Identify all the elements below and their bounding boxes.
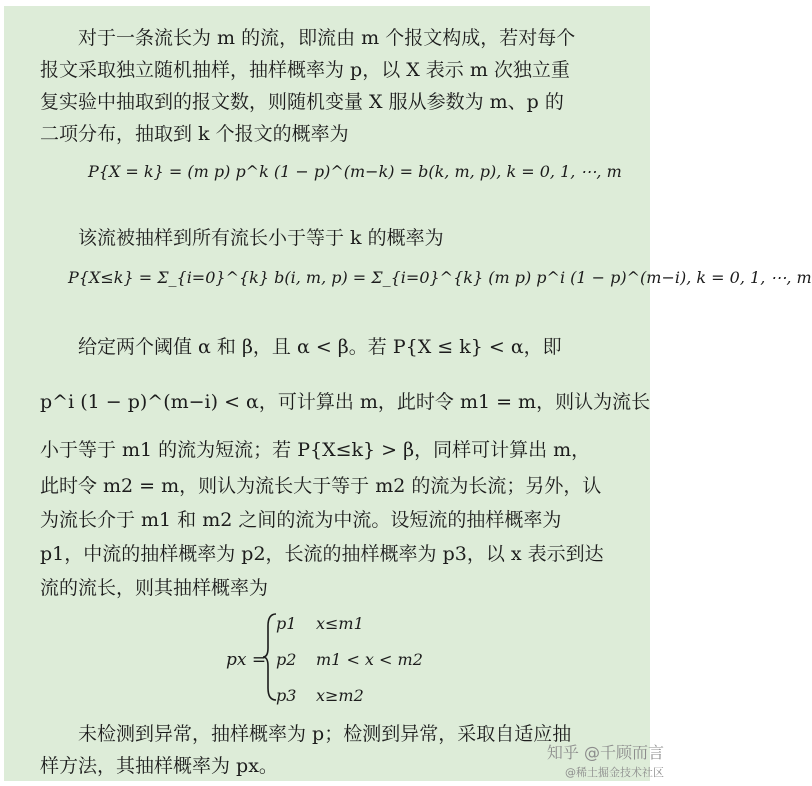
paragraph-3-line-2: p^i (1 − p)^(m−i) < α，可计算出 m，此时令 m1 = m，则认为流长 <box>40 391 651 413</box>
case-2-condition: m1 < x < m2 <box>316 650 423 669</box>
paragraph-3-line-4: 此时令 m2 = m，则认为流长大于等于 m2 的流为长流；另外，认 <box>40 475 602 497</box>
equation-binomial: P{X = k} = (m p) p^k (1 − p)^(m−k) = b(k, m, p), k = 0, 1, ⋯, m <box>88 162 622 181</box>
paragraph-4-line-2: 样方法，其抽样概率为 px。 <box>40 755 278 777</box>
paragraph-3-line-7: 流的流长，则其抽样概率为 <box>40 577 269 599</box>
paragraph-3-line-6: p1，中流的抽样概率为 p2，长流的抽样概率为 p3，以 x 表示到达 <box>40 543 604 565</box>
watermark-zhihu: 知乎 @千顾而言 <box>546 743 664 762</box>
equation-cumulative: P{X≤k} = Σ_{i=0}^{k} b(i, m, p) = Σ_{i=0}^{k} (m p) p^i (1 − p)^(m−i), k = 0, 1, ⋯, m <box>68 268 812 287</box>
paragraph-1-line-2: 报文采取独立随机抽样，抽样概率为 p，以 X 表示 m 次独立重 <box>40 59 570 81</box>
case-2-value: p2 <box>276 650 297 669</box>
case-3-condition: x≥m2 <box>316 686 364 705</box>
paragraph-1-line-4: 二项分布，抽取到 k 个报文的概率为 <box>40 123 349 145</box>
equation-piecewise-lhs: px = <box>226 650 267 670</box>
paragraph-4-line-1: 未检测到异常，抽样概率为 p；检测到异常，采取自适应抽 <box>78 723 572 745</box>
case-3-value: p3 <box>276 686 297 705</box>
paragraph-2: 该流被抽样到所有流长小于等于 k 的概率为 <box>78 227 444 249</box>
watermark-juejin: @稀土掘金技术社区 <box>565 766 664 779</box>
case-1-value: p1 <box>276 614 297 633</box>
paragraph-1-line-1: 对于一条流长为 m 的流，即流由 m 个报文构成，若对每个 <box>78 27 576 49</box>
paragraph-3-line-3: 小于等于 m1 的流为短流；若 P{X≤k} > β，同样可计算出 m， <box>40 439 591 461</box>
paragraph-1-line-3: 复实验中抽取到的报文数，则随机变量 X 服从参数为 m、p 的 <box>40 91 564 113</box>
case-1-condition: x≤m1 <box>316 614 364 633</box>
paragraph-3-line-1: 给定两个阈值 α 和 β，且 α < β。若 P{X ≤ k} < α，即 <box>78 336 562 358</box>
paragraph-3-line-5: 为流长介于 m1 和 m2 之间的流为中流。设短流的抽样概率为 <box>40 509 562 531</box>
